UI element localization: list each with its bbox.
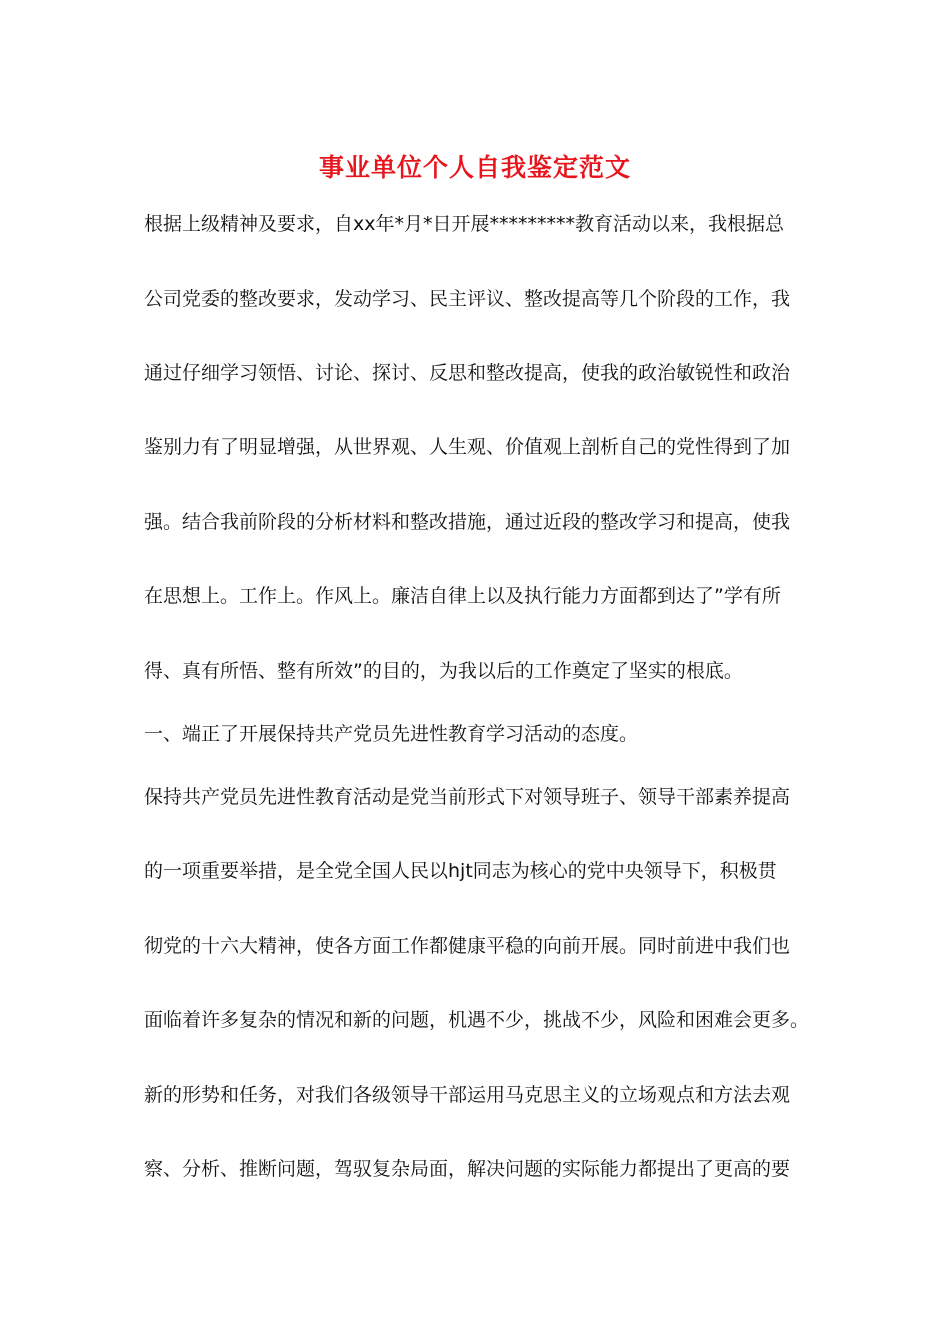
paragraph-line: 通过仔细学习领悟、讨论、探讨、反思和整改提高，使我的政治敏锐性和政治 bbox=[144, 362, 791, 384]
paragraph-line: 得、真有所悟、整有所效”的目的，为我以后的工作奠定了坚实的根底。 bbox=[144, 660, 743, 682]
section-heading: 一、端正了开展保持共产党员先进性教育学习活动的态度。 bbox=[144, 723, 639, 745]
document-title: 事业单位个人自我鉴定范文 bbox=[318, 153, 631, 182]
paragraph-line: 保持共产党员先进性教育活动是党当前形式下对领导班子、领导干部素养提高 bbox=[144, 786, 791, 808]
paragraph-line: 彻党的十六大精神，使各方面工作都健康平稳的向前开展。同时前进中我们也 bbox=[144, 935, 791, 957]
paragraph-line: 面临着许多复杂的情况和新的问题，机遇不少，挑战不少，风险和困难会更多。 bbox=[144, 1009, 810, 1031]
paragraph-line: 在思想上。工作上。作风上。廉洁自律上以及执行能力方面都到达了”学有所 bbox=[144, 585, 781, 607]
paragraph-line: 新的形势和任务，对我们各级领导干部运用马克思主义的立场观点和方法去观 bbox=[144, 1084, 791, 1106]
paragraph-line: 强。结合我前阶段的分析材料和整改措施，通过近段的整改学习和提高，使我 bbox=[144, 511, 791, 533]
paragraph-line: 察、分析、推断问题，驾驭复杂局面，解决问题的实际能力都提出了更高的要 bbox=[144, 1158, 791, 1180]
paragraph-line: 的一项重要举措，是全党全国人民以hjt同志为核心的党中央领导下，积极贯 bbox=[144, 860, 777, 882]
paragraph-line: 鉴别力有了明显增强，从世界观、人生观、价值观上剖析自己的党性得到了加 bbox=[144, 436, 791, 458]
paragraph-line: 根据上级精神及要求，自xx年*月*日开展*********教育活动以来，我根据总 bbox=[144, 213, 784, 235]
paragraph-line: 公司党委的整改要求，发动学习、民主评议、整改提高等几个阶段的工作，我 bbox=[144, 288, 791, 310]
